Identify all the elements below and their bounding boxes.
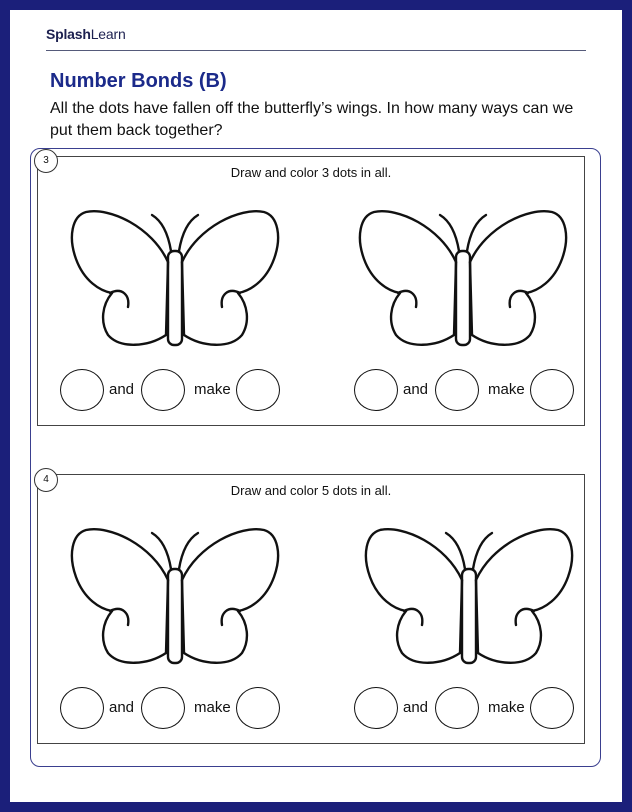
addend-circle[interactable] [141, 687, 185, 729]
number-bond-row [354, 687, 584, 733]
number-bond-row [60, 687, 290, 733]
problem-number-badge: 3 [34, 149, 58, 173]
addend-circle[interactable] [354, 687, 398, 729]
make-label: make [488, 699, 525, 716]
and-label: and [109, 381, 135, 398]
butterfly-drawing-area[interactable] [70, 207, 280, 357]
sum-circle[interactable] [236, 369, 280, 411]
and-label: and [109, 699, 135, 716]
sum-circle[interactable] [530, 687, 574, 729]
problem-3-box [37, 156, 585, 426]
addend-circle[interactable] [60, 687, 104, 729]
sum-circle[interactable] [236, 687, 280, 729]
addend-circle[interactable] [435, 687, 479, 729]
brand-bold: Splash [46, 26, 91, 42]
addend-circle[interactable] [60, 369, 104, 411]
problem-number-badge: 4 [34, 468, 58, 492]
addend-circle[interactable] [354, 369, 398, 411]
butterfly-outline-icon [70, 525, 280, 675]
brand-light: Learn [90, 26, 126, 42]
butterfly-drawing-area[interactable] [358, 207, 568, 357]
number-bond-row [354, 369, 584, 415]
butterfly-outline-icon [364, 525, 574, 675]
and-label: and [403, 381, 429, 398]
make-label: make [194, 699, 231, 716]
header-divider [46, 50, 586, 51]
brand-logo [46, 26, 126, 42]
butterfly-outline-icon [70, 207, 280, 357]
worksheet-title: Number Bonds (B) [50, 70, 227, 92]
problem-prompt: Draw and color 5 dots in all. [230, 483, 392, 498]
number-bond-row [60, 369, 290, 415]
problem-prompt: Draw and color 3 dots in all. [230, 165, 392, 180]
sum-circle[interactable] [530, 369, 574, 411]
make-label: make [194, 381, 231, 398]
and-label: and [403, 699, 429, 716]
butterfly-drawing-area[interactable] [70, 525, 280, 675]
make-label: make [488, 381, 525, 398]
worksheet-page [10, 10, 622, 802]
worksheet-instructions: All the dots have fallen off the butterfly’s wings. In how many ways can we put them back together? [50, 100, 574, 139]
addend-circle[interactable] [435, 369, 479, 411]
butterfly-outline-icon [358, 207, 568, 357]
addend-circle[interactable] [141, 369, 185, 411]
butterfly-drawing-area[interactable] [364, 525, 574, 675]
problem-4-box [37, 474, 585, 744]
